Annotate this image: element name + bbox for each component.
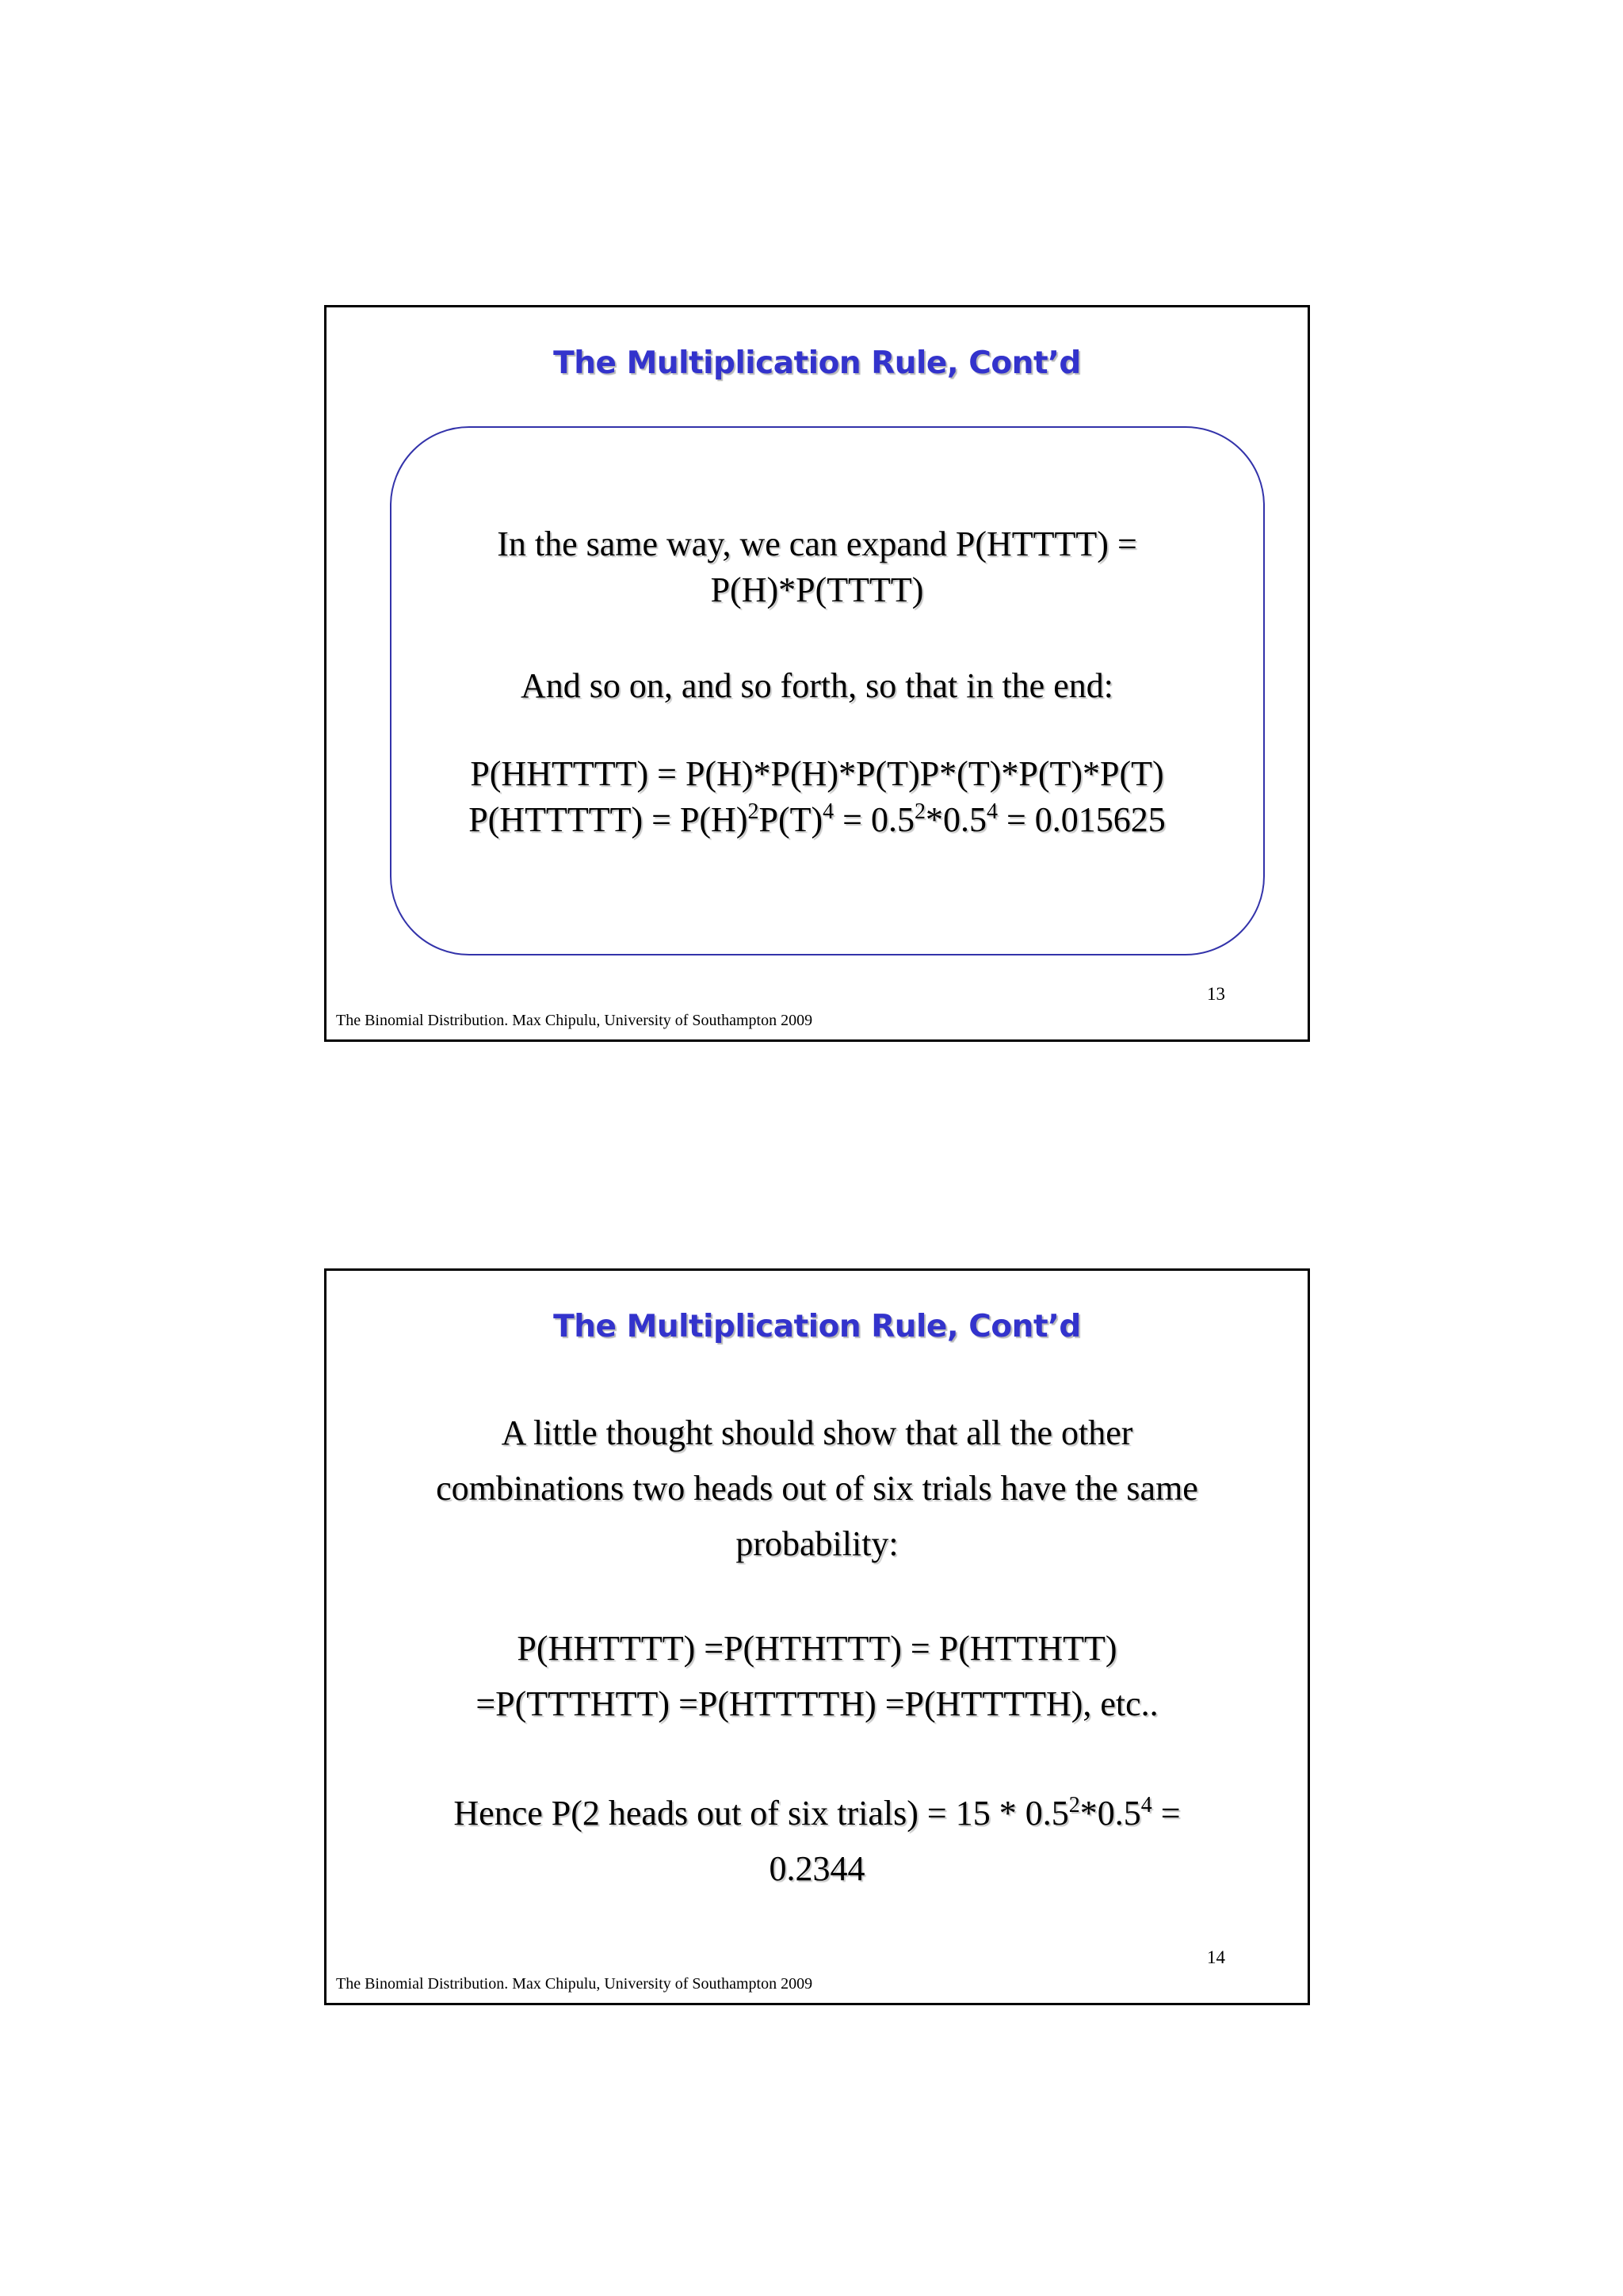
slide-title: The Multiplication Rule, Cont’d [553,345,1081,381]
slide-body [327,1405,1308,1572]
slide-number: 14 [1207,1947,1225,1967]
slide-body-result [327,1786,1308,1897]
body-line: In the same way, we can expand P(HTTTT) = [497,524,1137,563]
body-line: A little thought should show that all the other [501,1413,1133,1452]
formula-line: Hence P(2 heads out of six trials) = $15 * 0.5^2*0.5^4$ = [453,1793,1181,1833]
formula-line: P(HHTTTT) = P(H)*P(H)*P(T)P*(T)*P(T)*P(T) [470,754,1164,793]
slide-13 [324,305,1310,1042]
formula-line: 0.2344 [769,1849,865,1888]
slide-body-formulas [327,1621,1308,1732]
slide-footer: The Binomial Distribution. Max Chipulu, University of Southampton 2009 [336,1012,813,1029]
formula-line: =P(TTTHTT) =P(HTTTTH) =P(HTTTTH), etc.. [475,1684,1159,1723]
slide-title: The Multiplication Rule, Cont’d [553,1309,1081,1344]
slide-body [327,521,1308,613]
slide-body [327,663,1308,709]
body-line: probability: [735,1524,899,1563]
slide-14 [324,1268,1310,2005]
slide-footer: The Binomial Distribution. Max Chipulu, University of Southampton 2009 [336,1975,813,1993]
formula-line: P(HTTTTT) = $P(H)^2P(T)^4 = 0.5^2*0.5^4 = 0.015625$ [468,799,1166,839]
formula-line: P(HHTTTT) =P(HTHTTT) = P(HTTHTT) [517,1629,1117,1668]
body-line: And so on, and so forth, so that in the end: [521,666,1113,705]
slide-number: 13 [1207,984,1225,1004]
slide-body-formulas [327,751,1308,843]
body-line: P(H)*P(TTTT) [710,570,924,609]
body-line: combinations two heads out of six trials have the same [436,1469,1198,1508]
